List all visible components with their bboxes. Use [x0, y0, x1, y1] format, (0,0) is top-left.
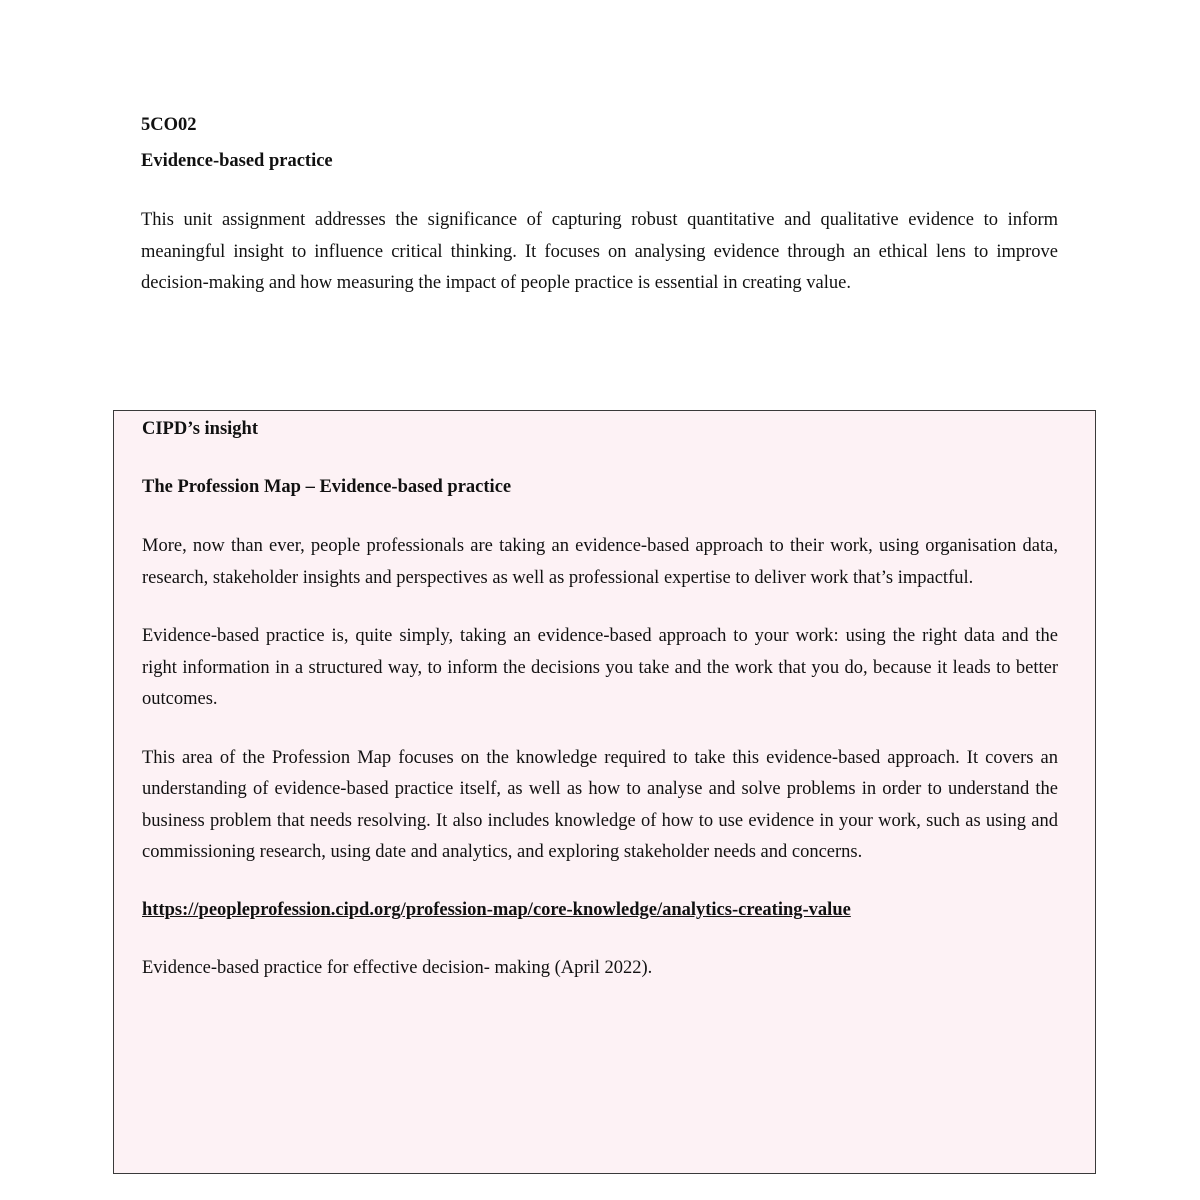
insight-subheading: The Profession Map – Evidence-based practice: [142, 477, 512, 497]
profession-map-link[interactable]: https://peopleprofession.cipd.org/profession-map/core-knowledge/analytics-creating-value: [142, 899, 851, 920]
citation-text: Evidence-based practice for effective decision- making (April 2022).: [142, 957, 653, 978]
insight-paragraph-2: Evidence-based practice is, quite simply, taking an evidence-based approach to your work: using the right data and the right information in a structured way, to inform the decisions you take and the work that you do, because it leads to better outcomes.: [142, 626, 1058, 709]
insight-paragraph-3: This area of the Profession Map focuses on the knowledge required to take this evidence-based approach. It covers an understanding of evidence-based practice itself, as well as how to analyse and solve problems in order to understand the business problem that needs resolving. It also includes knowledge of how to use evidence in your work, such as using and commissioning research, using date and analytics, and exploring stakeholder needs and concerns.: [142, 747, 1058, 862]
unit-code: 5CO02: [141, 115, 197, 135]
cipd-insight-box: [113, 410, 1096, 1174]
insight-paragraph-1: More, now than ever, people professionals are taking an evidence-based approach to their work, using organisation data, research, stakeholder insights and perspectives as well as professional expertise to deliver work that’s impactful.: [142, 536, 1058, 588]
unit-title: Evidence-based practice: [141, 151, 333, 171]
insight-heading: CIPD’s insight: [142, 419, 258, 439]
intro-paragraph: This unit assignment addresses the significance of capturing robust quantitative and qualitative evidence to inform meaningful insight to influence critical thinking. It focuses on analysing evidence through an ethical lens to improve decision-making and how measuring the impact of people practice is essential in creating value.: [141, 210, 1058, 294]
insight-box-content: [142, 415, 1058, 982]
